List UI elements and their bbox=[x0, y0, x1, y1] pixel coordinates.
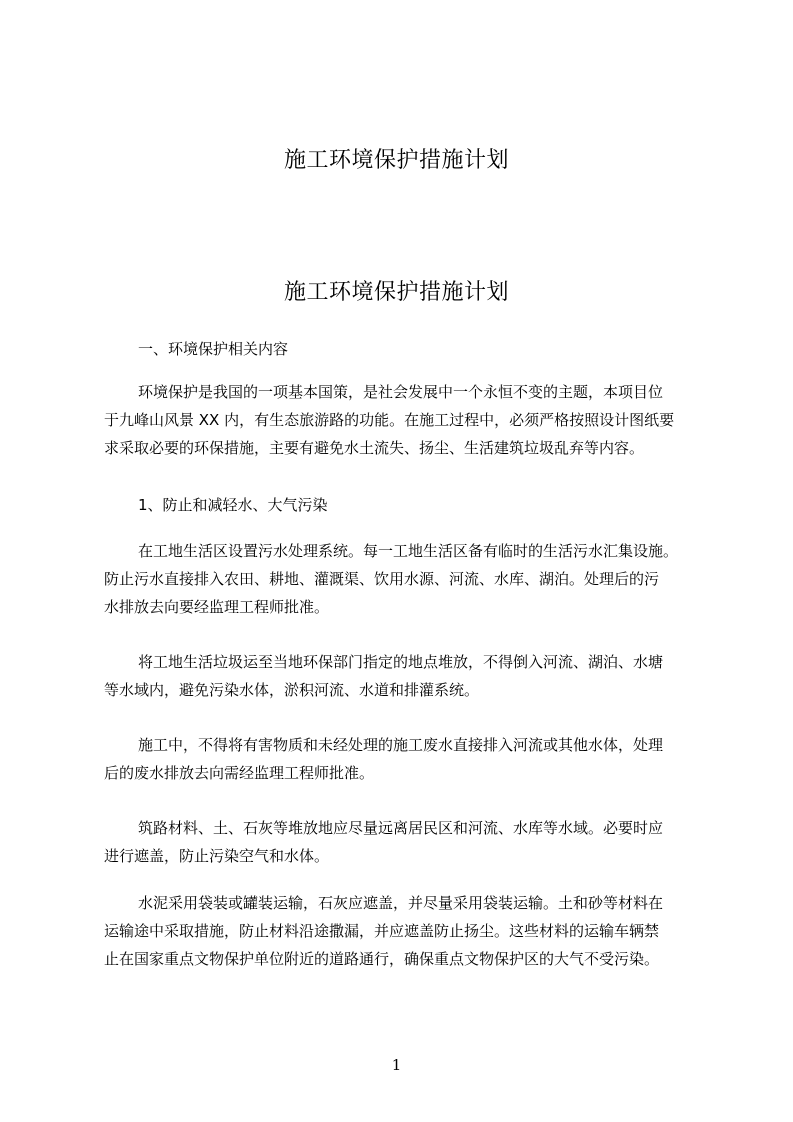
section-heading-environment: 一、环境保护相关内容 bbox=[138, 340, 289, 358]
document-title-main: 施工环境保护措施计划 bbox=[283, 280, 509, 305]
paragraph-intro bbox=[104, 378, 704, 462]
paragraph-sewage bbox=[104, 537, 704, 621]
paragraph-line: 水排放去向要经监理工程师批准。 bbox=[104, 598, 330, 616]
paragraph-line: 施工中，不得将有害物质和未经处理的施工废水直接排入河流或其他水体，处理 bbox=[138, 736, 664, 754]
paragraph-line: 求采取必要的环保措施，主要有避免水土流失、扬尘、生活建筑垃圾乱弃等内容。 bbox=[104, 439, 645, 457]
paragraph-line: 筑路材料、土、石灰等堆放地应尽量远离居民区和河流、水库等水域。必要时应 bbox=[138, 819, 664, 837]
paragraph-transport bbox=[104, 889, 704, 973]
paragraph-line: 防止污水直接排入农田、耕地、灌溉渠、饮用水源、河流、水库、湖泊。处理后的污 bbox=[104, 570, 660, 588]
paragraph-materials bbox=[104, 814, 704, 870]
paragraph-line: 将工地生活垃圾运至当地环保部门指定的地点堆放，不得倒入河流、湖泊、水塘 bbox=[138, 653, 664, 671]
paragraph-garbage bbox=[104, 648, 704, 704]
subsection-heading-pollution: 1、防止和减轻水、大气污染 bbox=[138, 496, 328, 514]
document-title-top: 施工环境保护措施计划 bbox=[283, 148, 509, 173]
paragraph-line: 进行遮盖，防止污染空气和水体。 bbox=[104, 847, 330, 865]
paragraph-line: 等水域内，避免污染水体，淤积河流、水道和排灌系统。 bbox=[104, 681, 480, 699]
paragraph-line: 在工地生活区设置污水处理系统。每一工地生活区备有临时的生活污水汇集设施。 bbox=[138, 542, 679, 560]
paragraph-line: 于九峰山风景 XX 内，有生态旅游路的功能。在施工过程中，必须严格按照设计图纸要 bbox=[104, 411, 675, 429]
paragraph-line: 运输途中采取措施，防止材料沿途撒漏，并应遮盖防止扬尘。这些材料的运输车辆禁 bbox=[104, 922, 660, 940]
paragraph-line: 止在国家重点文物保护单位附近的道路通行，确保重点文物保护区的大气不受污染。 bbox=[104, 950, 660, 968]
paragraph-line: 环境保护是我国的一项基本国策，是社会发展中一个永恒不变的主题，本项目位 bbox=[138, 383, 664, 401]
paragraph-line: 水泥采用袋装或罐装运输，石灰应遮盖，并尽量采用袋装运输。土和砂等材料在 bbox=[138, 894, 664, 912]
paragraph-wastewater bbox=[104, 731, 704, 787]
page-number: 1 bbox=[391, 1056, 402, 1074]
paragraph-line: 后的废水排放去向需经监理工程师批准。 bbox=[104, 764, 375, 782]
